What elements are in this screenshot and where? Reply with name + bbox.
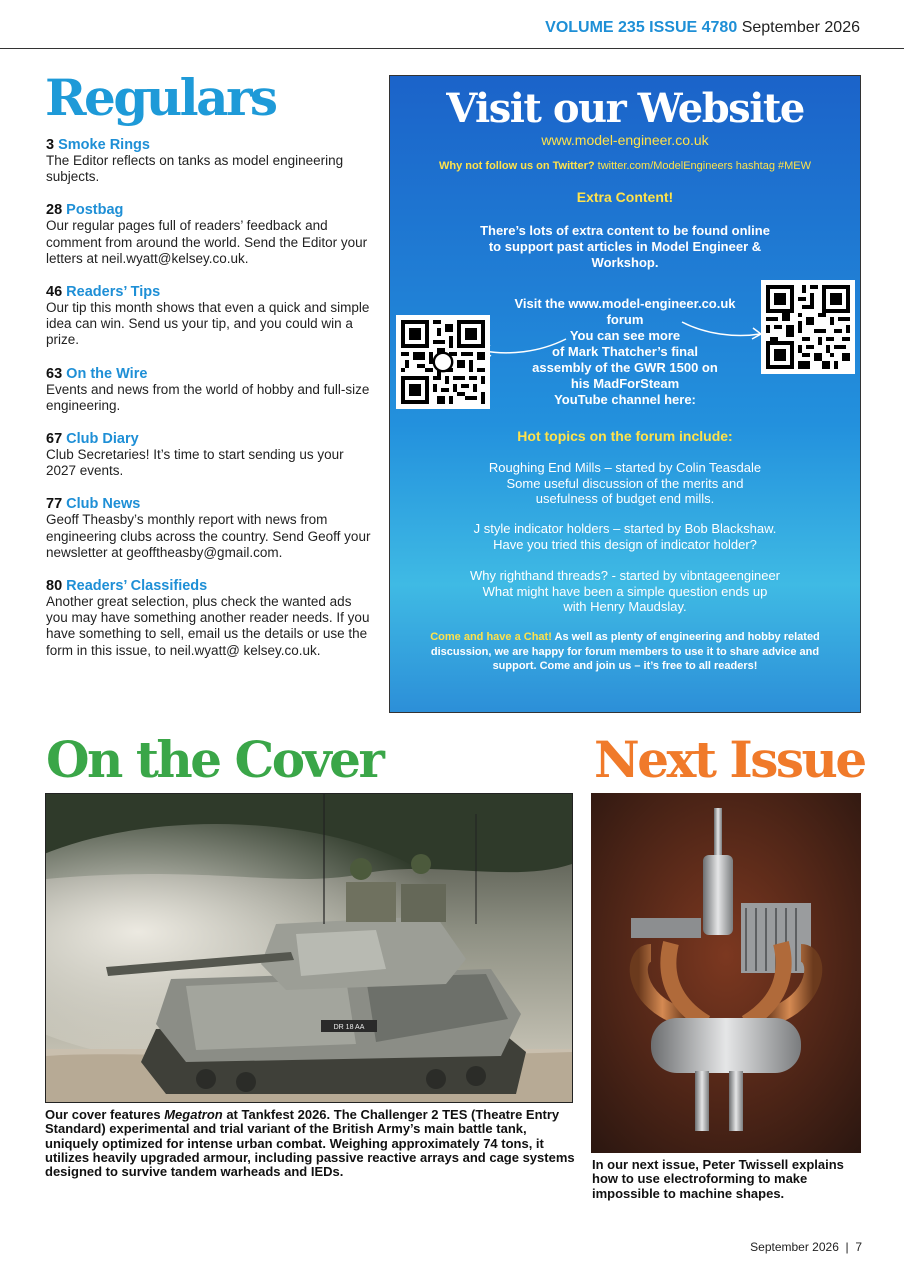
chat-body: As well as plenty of engineering and hobby related discussion, we are happy for forum members to use it to share advice and support. Come and join us – it’s free to all readers! (430, 631, 820, 672)
extra-content-heading: Extra Content! (576, 189, 674, 205)
item-body: Our tip this month shows that even a quick and simple idea can win. Send us your tip, and you could win a prize. (46, 300, 370, 348)
next-issue-heading: Next Issue (594, 730, 865, 789)
forum-line: his MadForSteam (570, 376, 680, 391)
page-footer: September 2026 | 7 (750, 1240, 862, 1254)
website-heading: Visit our Website (446, 85, 804, 132)
item-body: Our regular pages full of readers’ feedback and comment from around the world. Send the Editor your letters at neil.wyatt@kelsey.co.uk. (46, 218, 368, 266)
next-issue-photo (591, 793, 861, 1153)
topic-title-link[interactable]: Why righthand threads? (469, 568, 609, 583)
chat-lead: Come and have a Chat! (430, 631, 552, 643)
item-title: Smoke Rings (58, 137, 150, 153)
regulars-item (46, 431, 376, 479)
item-body: The Editor reflects on tanks as model engineering subjects. (46, 153, 344, 185)
website-panel (389, 75, 861, 713)
item-body: Another great selection, plus check the wanted ads you may have something another reader needs. If you have something to sell, email us the details or use the form in this issue, to neil.wyatt@ kelsey.co.uk. (46, 594, 370, 658)
page-number: 3 (46, 137, 55, 153)
twitter-label: Why not follow us on Twitter? (438, 160, 595, 172)
regulars-list (46, 137, 376, 676)
item-body: Club Secretaries! It’s time to start sending us your 2027 events. (46, 447, 344, 479)
next-issue-caption: In our next issue, Peter Twissell explains how to use electroforming to make impossible to machine shapes. (592, 1157, 844, 1201)
page-header (0, 0, 904, 49)
issue-date: September 2026 (741, 19, 860, 36)
topic-title-link[interactable]: Roughing End Mills (488, 460, 601, 475)
page-number: 77 (46, 496, 63, 513)
page-number: 63 (46, 365, 63, 382)
forum-line: assembly of the GWR 1500 on (532, 360, 718, 375)
topic-author: – started by Colin Teasdale (600, 460, 762, 475)
page-number: 46 (46, 284, 63, 301)
topic-author: - started by vibntageengineer (608, 568, 781, 583)
regulars-item (46, 578, 376, 659)
on-the-cover-heading: On the Cover (46, 730, 383, 789)
hot-topics-heading: Hot topics on the forum include: (517, 428, 733, 444)
item-title: Club News (66, 496, 141, 513)
arrow-icon (478, 331, 568, 361)
item-title: Postbag (66, 202, 124, 219)
forum-topic (410, 521, 840, 552)
caption-text: at Tankfest 2026. The Challenger 2 TES (Theatre Entry Standard) experimental and trial variant of the British Army’s main battle tank, uniquely optimized for intense urban combat. Weighing approximately 74 tons, it utilizes heavily upgraded armour, including passive reactive arrays and cage systems designed to survive tandem warheads and IEDs. (45, 1107, 575, 1180)
topic-title-link[interactable]: J style indicator holders (473, 521, 610, 536)
chat-invite (412, 630, 838, 674)
forum-topic (410, 460, 840, 507)
page-number: 80 (46, 578, 63, 595)
item-title: Readers’ Classifieds (66, 578, 208, 595)
caption-text: Our cover features (45, 1107, 165, 1122)
regulars-item (46, 137, 376, 185)
regulars-heading: Regulars (45, 68, 276, 127)
twitter-link[interactable]: twitter.com/ModelEngineers hashtag #MEW (597, 160, 812, 172)
item-body: Geoff Theasby’s monthly report with news from engineering clubs across the country. Send Geoff your newsletter at geofftheasby@gmail.com. (46, 512, 371, 560)
item-title: Club Diary (66, 431, 139, 448)
topic-description: Have you tried this design of indicator holder? (493, 536, 757, 552)
website-url-link[interactable]: www.model-engineer.co.uk (541, 132, 709, 148)
tank-number-plate: DR 18 AA (333, 1024, 365, 1031)
qr-code-right-icon[interactable] (761, 280, 855, 374)
forum-line: Visit the www.model-engineer.co.uk (514, 296, 736, 311)
volume-issue: VOLUME 235 ISSUE 4780 (545, 19, 738, 36)
forum-line: forum (606, 312, 644, 327)
regulars-item (46, 496, 376, 561)
forum-line: of Mark Thatcher’s final (552, 344, 698, 359)
forum-topic (410, 568, 840, 615)
extra-content-text: There’s lots of extra content to be found online to support past articles in Model Engineer & Workshop. (480, 223, 770, 270)
item-body: Events and news from the world of hobby and full-size engineering. (46, 381, 370, 413)
page-number: 67 (46, 431, 63, 448)
item-title: Readers’ Tips (66, 284, 161, 301)
topic-description: What might have been a simple question ends up with Henry Maudslay. (482, 583, 768, 614)
regulars-item (46, 366, 376, 414)
forum-line: You can see more (569, 328, 681, 343)
topic-description: Some useful discussion of the merits and usefulness of budget end mills. (506, 475, 744, 506)
arrow-icon (680, 314, 766, 344)
caption-emphasis: Megatron (164, 1107, 223, 1122)
cover-caption (45, 1108, 575, 1179)
regulars-item (46, 284, 376, 349)
cover-photo (45, 793, 573, 1103)
topic-author: – started by Bob Blackshaw. (609, 521, 777, 536)
item-title: On the Wire (66, 365, 148, 382)
issue-line (545, 19, 860, 37)
regulars-item (46, 202, 376, 267)
qr-code-left-icon[interactable] (396, 315, 490, 409)
forum-line: YouTube channel here: (554, 392, 696, 407)
twitter-line (390, 160, 860, 172)
page-number: 28 (46, 202, 63, 219)
